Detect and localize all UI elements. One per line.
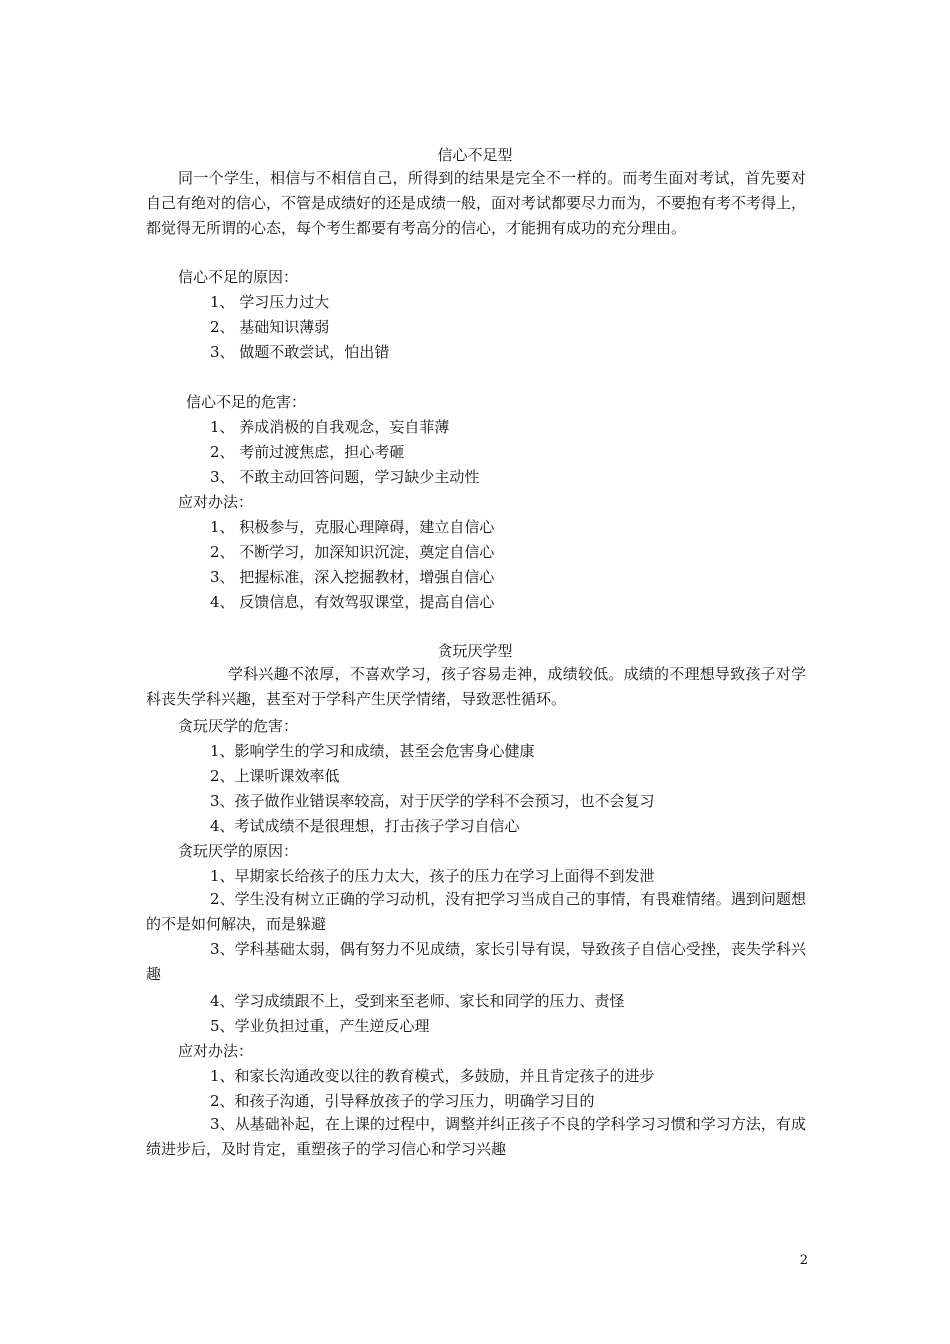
list-item: 2、上课听课效率低	[210, 767, 340, 785]
harms-heading: 贪玩厌学的危害：	[178, 717, 299, 735]
harms-heading: 信心不足的危害：	[186, 393, 307, 411]
list-item: 2、 不断学习，加深知识沉淀，奠定自信心	[210, 543, 495, 561]
intro-paragraph: 同一个学生，相信与不相信自己，所得到的结果是完全不一样的。而考生面对考试，首先要对自己有绝对的信心，不管是成绩好的还是成绩一般，面对考试都要尽力而为，不要抱有考不考得上，都觉得无所谓的心态，每个考生都要有考高分的信心，才能拥有成功的充分理由。	[146, 169, 807, 237]
list-item: 5、学业负担过重，产生逆反心理	[210, 1017, 430, 1035]
section-title: 信心不足型	[437, 146, 513, 164]
list-item: 3、 做题不敢尝试，怕出错	[210, 343, 390, 361]
list-item: 3、 把握标准，深入挖掘教材，增强自信心	[210, 568, 495, 586]
list-item: 1、 积极参与，克服心理障碍，建立自信心	[210, 518, 495, 536]
list-item: 1、和家长沟通改变以往的教育模式，多鼓励，并且肯定孩子的进步	[210, 1067, 655, 1085]
solutions-heading: 应对办法：	[178, 493, 254, 511]
list-item: 3、从基础补起，在上课的过程中，调整并纠正孩子不良的学科学习习惯和学习方法，有成绩进步后，及时肯定，重塑孩子的学习信心和学习兴趣	[146, 1115, 806, 1158]
causes-heading: 信心不足的原因：	[178, 268, 299, 286]
list-item: 2、学生没有树立正确的学习动机，没有把学习当成自己的事情，有畏难情绪。遇到问题想的不是如何解决，而是躲避	[146, 890, 806, 933]
list-item: 4、考试成绩不是很理想，打击孩子学习自信心	[210, 817, 520, 835]
list-item: 1、 学习压力过大	[210, 293, 330, 311]
page-number: 2	[799, 1253, 808, 1268]
list-item: 2、 考前过渡焦虑，担心考砸	[210, 443, 405, 461]
list-item: 2、 基础知识薄弱	[210, 318, 330, 336]
list-item: 1、 养成消极的自我观念，妄自菲薄	[210, 418, 450, 436]
causes-heading: 贪玩厌学的原因：	[178, 842, 299, 860]
solutions-heading: 应对办法：	[178, 1042, 254, 1060]
list-item: 2、和孩子沟通，引导释放孩子的学习压力，明确学习目的	[210, 1092, 595, 1110]
list-item: 4、学习成绩跟不上，受到来至老师、家长和同学的压力、责怪	[210, 992, 625, 1010]
list-item: 1、早期家长给孩子的压力太大，孩子的压力在学习上面得不到发泄	[210, 867, 655, 885]
section-title: 贪玩厌学型	[437, 642, 513, 660]
list-item: 1、影响学生的学习和成绩，甚至会危害身心健康	[210, 742, 535, 760]
list-item: 3、学科基础太弱，偶有努力不见成绩，家长引导有误，导致孩子自信心受挫，丧失学科兴趣	[146, 940, 806, 983]
list-item: 4、 反馈信息，有效驾驭课堂，提高自信心	[210, 593, 495, 611]
list-item: 3、 不敢主动回答问题，学习缺少主动性	[210, 468, 480, 486]
list-item: 3、孩子做作业错误率较高，对于厌学的学科不会预习，也不会复习	[210, 792, 655, 810]
intro-paragraph: 学科兴趣不浓厚，不喜欢学习，孩子容易走神，成绩较低。成绩的不理想导致孩子对学科丧失学科兴趣，甚至对于学科产生厌学情绪，导致恶性循环。	[146, 665, 806, 708]
